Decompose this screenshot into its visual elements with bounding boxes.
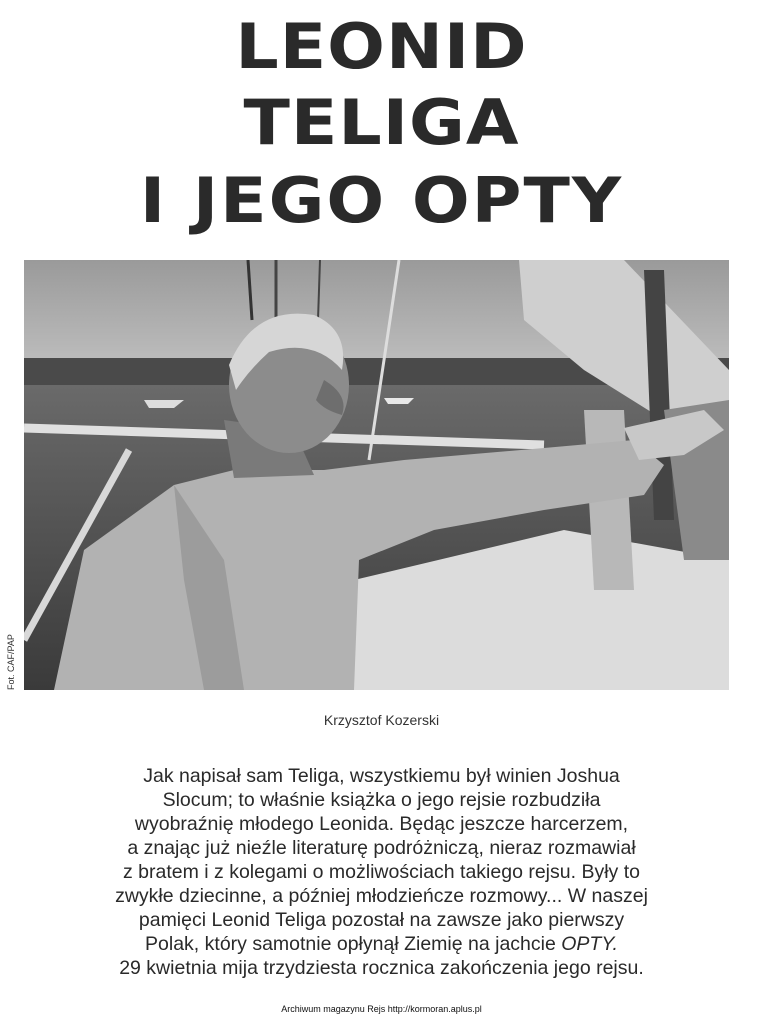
lead-line: z bratem i z kolegami o możliwościach takiego rejsu. Były to bbox=[123, 861, 640, 883]
lead-line-text: Polak, który samotnie opłynął Ziemię na jachcie bbox=[145, 933, 562, 955]
lead-line: Slocum; to właśnie książka o jego rejsie rozbudziła bbox=[162, 789, 601, 811]
lead-line: wyobraźnię młodego Leonida. Będąc jeszcze harcerzem, bbox=[134, 813, 629, 835]
lead-line: a znając już nieźle literaturę podróżniczą, nieraz rozmawiał bbox=[127, 837, 636, 859]
author-byline: Krzysztof Kozerski bbox=[323, 712, 440, 728]
headline-line-3: I JEGO OPTY bbox=[139, 165, 624, 238]
lead-line: Jak napisał sam Teliga, wszystkiemu był winien Joshua bbox=[143, 765, 620, 787]
yacht-name: OPTY. bbox=[561, 933, 618, 955]
photo-credit: Fot. CAF/PAP bbox=[6, 634, 16, 690]
headline-line-2: TELIGA bbox=[243, 87, 520, 160]
lead-line bbox=[20, 932, 743, 956]
portrait-photo bbox=[24, 260, 729, 690]
lead-paragraph bbox=[20, 764, 743, 980]
archive-footer: Archiwum magazynu Rejs http://kormoran.aplus.pl bbox=[281, 1004, 482, 1014]
lead-line: 29 kwietnia mija trzydziesta rocznica zakończenia jego rejsu. bbox=[119, 957, 644, 979]
lead-line: pamięci Leonid Teliga pozostał na zawsze jako pierwszy bbox=[138, 909, 625, 931]
lead-line: zwykłe dziecinne, a później młodzieńcze rozmowy... W naszej bbox=[115, 885, 648, 907]
headline-line-1: LEONID bbox=[235, 11, 528, 84]
